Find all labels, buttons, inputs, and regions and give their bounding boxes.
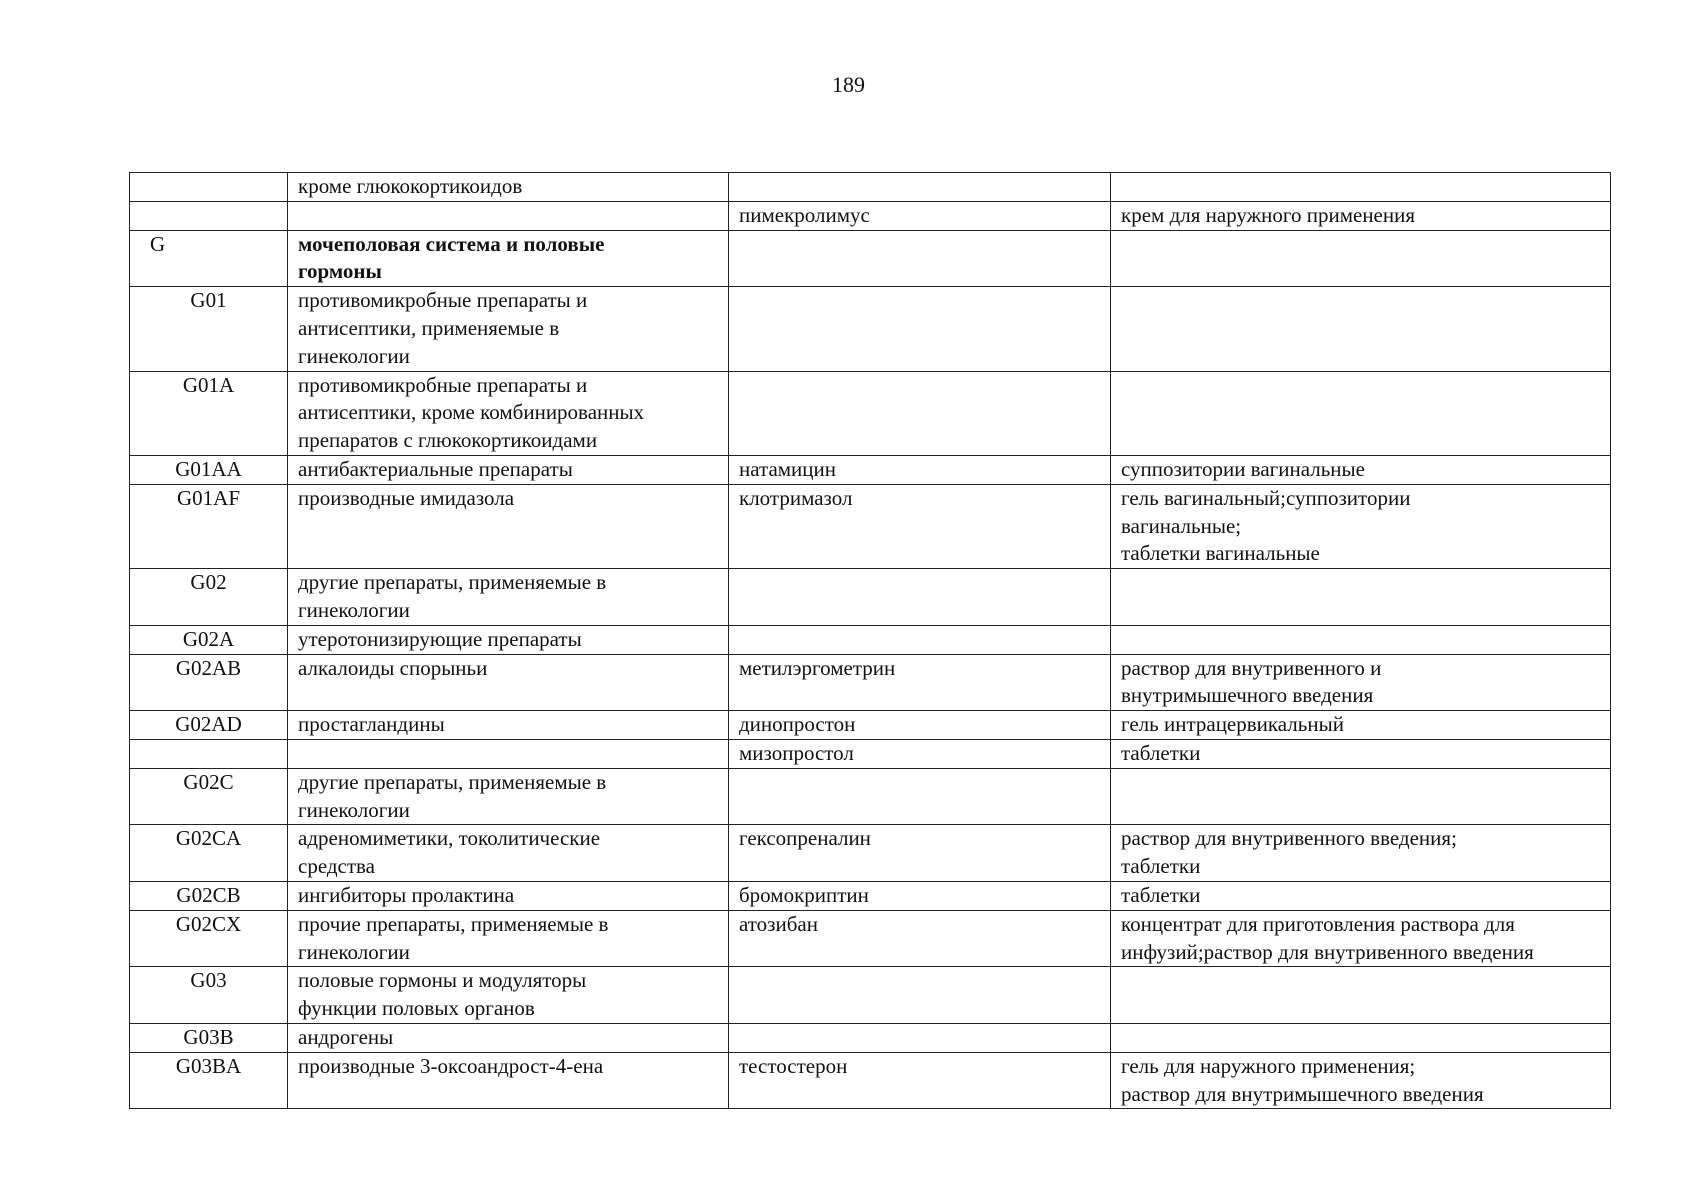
dosage-form-cell: таблетки xyxy=(1111,881,1611,910)
drug-name-cell: гексопреналин xyxy=(729,825,1111,882)
dosage-form-cell xyxy=(1111,173,1611,202)
group-name-cell: противомикробные препараты и антисептики, применяемые в гинекологии xyxy=(288,287,729,371)
table-row xyxy=(130,484,1611,568)
dosage-form-cell xyxy=(1111,230,1611,287)
group-name-cell: производные 3-оксоандрост-4-ена xyxy=(288,1052,729,1109)
drug-name-cell xyxy=(729,230,1111,287)
page-number: 189 xyxy=(832,72,865,97)
drug-name-cell xyxy=(729,371,1111,455)
table-row xyxy=(130,768,1611,825)
drug-name-cell xyxy=(729,1023,1111,1052)
group-name-cell: алкалоиды спорыньи xyxy=(288,654,729,711)
atc-code-cell: G02AB xyxy=(130,654,288,711)
drug-name-cell: метилэргометрин xyxy=(729,654,1111,711)
table-row xyxy=(130,739,1611,768)
drug-name-cell: натамицин xyxy=(729,455,1111,484)
atc-code-cell xyxy=(130,201,288,230)
group-name-cell: ингибиторы пролактина xyxy=(288,881,729,910)
table-row xyxy=(130,711,1611,740)
atc-code-cell: G02CA xyxy=(130,825,288,882)
table-row xyxy=(130,654,1611,711)
table-row xyxy=(130,967,1611,1024)
drug-name-cell xyxy=(729,173,1111,202)
dosage-form-cell xyxy=(1111,569,1611,626)
dosage-form-cell xyxy=(1111,625,1611,654)
atc-code-cell: G01A xyxy=(130,371,288,455)
drug-classification-table xyxy=(129,172,1611,1109)
table-row xyxy=(130,455,1611,484)
atc-code-cell xyxy=(130,739,288,768)
atc-code-cell: G02 xyxy=(130,569,288,626)
dosage-form-cell: суппозитории вагинальные xyxy=(1111,455,1611,484)
drug-name-cell: клотримазол xyxy=(729,484,1111,568)
group-name-cell: кроме глюкокортикоидов xyxy=(288,173,729,202)
atc-code-cell: G02A xyxy=(130,625,288,654)
drug-name-cell: бромокриптин xyxy=(729,881,1111,910)
table-row xyxy=(130,1052,1611,1109)
atc-code-cell: G02AD xyxy=(130,711,288,740)
group-name-cell: производные имидазола xyxy=(288,484,729,568)
drug-name-cell: тестостерон xyxy=(729,1052,1111,1109)
drug-name-cell xyxy=(729,287,1111,371)
dosage-form-cell xyxy=(1111,371,1611,455)
dosage-form-cell: концентрат для приготовления раствора для инфузий;раствор для внутривенного введения xyxy=(1111,910,1611,967)
dosage-form-cell xyxy=(1111,287,1611,371)
dosage-form-cell: крем для наружного применения xyxy=(1111,201,1611,230)
table-row xyxy=(130,173,1611,202)
drug-name-cell: динопростон xyxy=(729,711,1111,740)
table-row xyxy=(130,371,1611,455)
drug-name-cell: пимекролимус xyxy=(729,201,1111,230)
group-name-cell: мочеполовая система и половые гормоны xyxy=(288,230,729,287)
drug-name-cell: атозибан xyxy=(729,910,1111,967)
dosage-form-cell xyxy=(1111,1023,1611,1052)
dosage-form-cell: гель интрацервикальный xyxy=(1111,711,1611,740)
atc-code-cell: G02CX xyxy=(130,910,288,967)
group-name-cell: другие препараты, применяемые в гинекологии xyxy=(288,569,729,626)
drug-name-cell xyxy=(729,569,1111,626)
table-row xyxy=(130,910,1611,967)
dosage-form-cell xyxy=(1111,768,1611,825)
atc-code-cell: G01AF xyxy=(130,484,288,568)
group-name-cell: противомикробные препараты и антисептики, кроме комбинированных препаратов с глюкокортикоидами xyxy=(288,371,729,455)
dosage-form-cell: раствор для внутривенного и внутримышечного введения xyxy=(1111,654,1611,711)
table-row xyxy=(130,201,1611,230)
group-name-cell: половые гормоны и модуляторы функции половых органов xyxy=(288,967,729,1024)
group-name-cell xyxy=(288,739,729,768)
drug-name-cell: мизопростол xyxy=(729,739,1111,768)
group-name-cell: утеротонизирующие препараты xyxy=(288,625,729,654)
atc-code-cell: G01 xyxy=(130,287,288,371)
dosage-form-cell: таблетки xyxy=(1111,739,1611,768)
dosage-form-cell: гель для наружного применения; раствор для внутримышечного введения xyxy=(1111,1052,1611,1109)
dosage-form-cell: гель вагинальный;суппозитории вагинальные; таблетки вагинальные xyxy=(1111,484,1611,568)
group-name-cell: прочие препараты, применяемые в гинекологии xyxy=(288,910,729,967)
table-row xyxy=(130,230,1611,287)
table-row xyxy=(130,1023,1611,1052)
table-row xyxy=(130,881,1611,910)
atc-code-cell: G xyxy=(130,230,288,287)
atc-code-cell: G01AA xyxy=(130,455,288,484)
drug-name-cell xyxy=(729,625,1111,654)
group-name-cell: другие препараты, применяемые в гинекологии xyxy=(288,768,729,825)
group-name-cell xyxy=(288,201,729,230)
dosage-form-cell xyxy=(1111,967,1611,1024)
table-row xyxy=(130,625,1611,654)
atc-code-cell: G02CB xyxy=(130,881,288,910)
group-name-cell: андрогены xyxy=(288,1023,729,1052)
table-row xyxy=(130,569,1611,626)
atc-code-cell: G02C xyxy=(130,768,288,825)
drug-name-cell xyxy=(729,768,1111,825)
dosage-form-cell: раствор для внутривенного введения; таблетки xyxy=(1111,825,1611,882)
atc-code-cell: G03 xyxy=(130,967,288,1024)
group-name-cell: антибактериальные препараты xyxy=(288,455,729,484)
table-row xyxy=(130,825,1611,882)
table-row xyxy=(130,287,1611,371)
drug-name-cell xyxy=(729,967,1111,1024)
group-name-cell: простагландины xyxy=(288,711,729,740)
group-name-cell: адреномиметики, токолитические средства xyxy=(288,825,729,882)
atc-code-cell: G03BA xyxy=(130,1052,288,1109)
atc-code-cell xyxy=(130,173,288,202)
atc-code-cell: G03B xyxy=(130,1023,288,1052)
